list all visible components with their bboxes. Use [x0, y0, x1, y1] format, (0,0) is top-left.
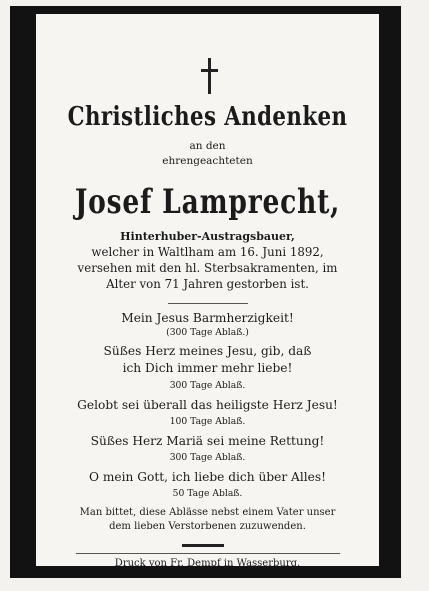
body-line: welcher in Waltlham am 16. Juni 1892,: [91, 245, 324, 259]
deceased-name: Josef Lamprecht,: [74, 182, 341, 222]
prayer-text: ich Dich immer mehr liebe!: [122, 361, 293, 375]
latin-cross-icon: [198, 58, 222, 98]
prayer-text: Süßes Herz meines Jesu, gib, daß: [103, 344, 312, 358]
printer-rule: [76, 553, 340, 554]
indulgence: 100 Tage Ablaß.: [169, 416, 246, 427]
prayer-text: Gelobt sei überall das heiligste Herz Jesu!: [77, 398, 338, 412]
occupation: Hinterhuber-Austragsbauer,: [120, 230, 295, 243]
printer-credit: Druck von Fr. Dempf in Wasserburg.: [114, 558, 301, 569]
prayer-text: Süßes Herz Mariä sei meine Rettung!: [90, 434, 325, 448]
preamble-line-1: an den: [189, 140, 226, 152]
request-line: Man bittet, diese Ablässe nebst einem Vater unser: [79, 507, 336, 518]
body-line: versehen mit den hl. Sterbsakramenten, im: [77, 261, 338, 275]
preamble-line-2: ehrengeachteten: [162, 155, 253, 167]
indulgence: 50 Tage Ablaß.: [172, 488, 243, 499]
indulgence: (300 Tage Ablaß.): [166, 327, 249, 338]
card-content: [36, 14, 379, 569]
indulgence: 300 Tage Ablaß.: [169, 380, 246, 391]
prayer-text: O mein Gott, ich liebe dich über Alles!: [89, 470, 326, 484]
divider: [168, 303, 248, 304]
ornament-dash: [182, 544, 224, 547]
request-line: dem lieben Verstorbenen zuzuwenden.: [109, 521, 306, 532]
card-title: Christliches Andenken: [67, 102, 348, 132]
prayer-text: Mein Jesus Barmherzigkeit!: [121, 311, 294, 325]
body-line: Alter von 71 Jahren gestorben ist.: [106, 277, 309, 291]
indulgence: 300 Tage Ablaß.: [169, 452, 246, 463]
